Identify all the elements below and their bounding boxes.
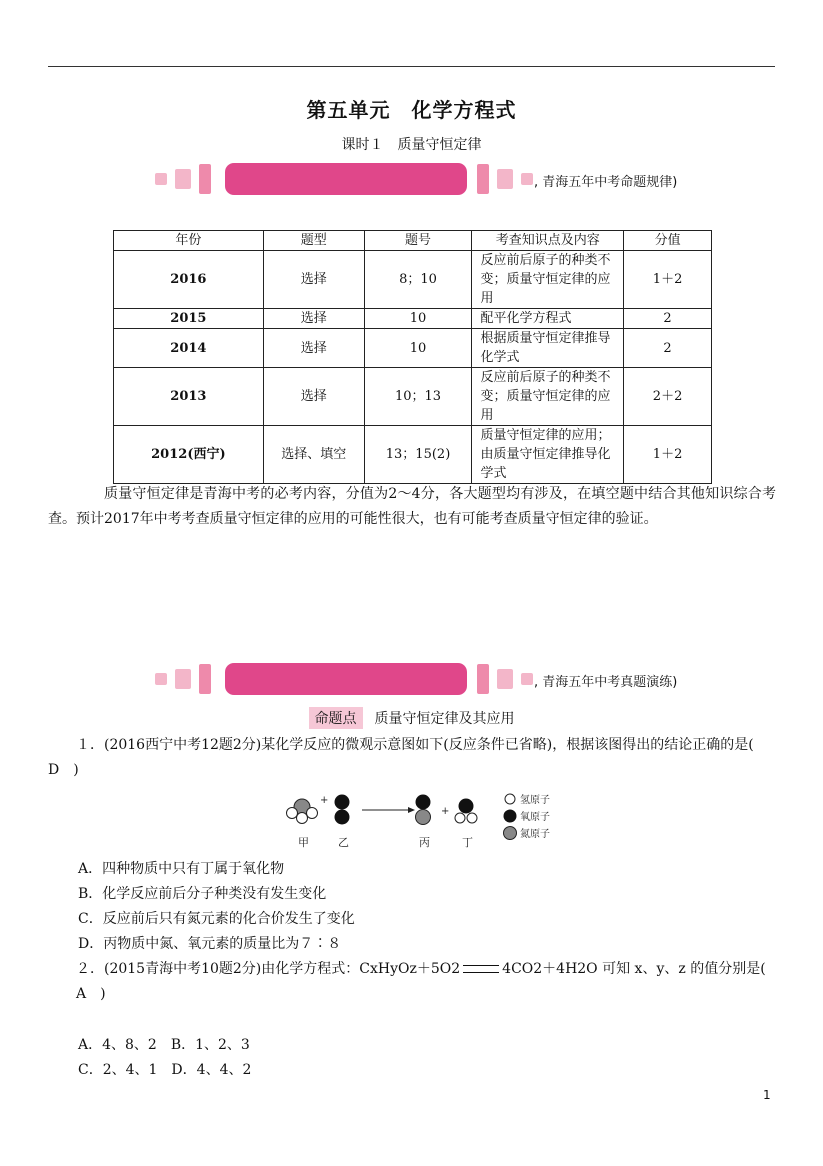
type-cell: 选择	[263, 309, 364, 329]
label-ding: 丁	[462, 836, 473, 849]
banner-decoration	[155, 673, 167, 685]
reaction-diagram	[278, 790, 578, 850]
legend	[504, 793, 551, 840]
type-cell: 选择	[263, 251, 364, 309]
page-number: 1	[763, 1088, 771, 1102]
unit-title: 第五单元 化学方程式	[306, 98, 517, 122]
knowledge-cell: 质量守恒定律的应用；由质量守恒定律推导化学式	[472, 426, 624, 484]
banner-decoration	[497, 169, 513, 189]
question-1-option-d: D．丙物质中氮、氧元素的质量比为７∶８	[78, 936, 342, 952]
score-cell: 2	[624, 329, 712, 368]
legend-hydrogen-label: 氢原子	[520, 795, 550, 806]
question-2-stem	[76, 957, 780, 1007]
hydrogen-atom	[467, 813, 477, 823]
table-header: 分值	[624, 231, 712, 251]
year-cell: 2015	[114, 309, 264, 329]
table-row	[114, 368, 712, 426]
nitrogen-atom	[416, 810, 431, 825]
equation-equals-sign	[463, 965, 499, 973]
question-2-options-row-2: C．2、4、1 D．4、4、2	[78, 1062, 252, 1078]
question-1-option-a: A．四种物质中只有丁属于氧化物	[78, 861, 285, 877]
banner-decoration	[521, 173, 533, 185]
number-cell: 10	[364, 329, 472, 368]
knowledge-cell: 配平化学方程式	[472, 309, 624, 329]
number-cell: 8；10	[364, 251, 472, 309]
question-1-stem: １．(2016西宁中考12题2分)某化学反应的微观示意图如下(反应条件已省略)，根据该图得出的结论正确的是( D )	[48, 737, 768, 778]
number-cell: 10；13	[364, 368, 472, 426]
hydrogen-atom	[455, 813, 465, 823]
label-jia: 甲	[298, 836, 309, 849]
exam-history-table	[113, 230, 712, 484]
arrow-head-icon	[408, 807, 415, 813]
table-header: 考查知识点及内容	[472, 231, 624, 251]
legend-oxygen-swatch	[504, 810, 517, 823]
question-2-stem-part: 4CO2＋4H2O 可知 x、y、z 的值分别是( A )	[76, 961, 780, 1002]
year-cell: 2016	[114, 251, 264, 309]
molecule-bing	[416, 795, 431, 825]
type-cell: 选择、填空	[263, 426, 364, 484]
banner-caption: , 青海五年中考命题规律)	[534, 175, 678, 190]
banner-decoration	[175, 669, 191, 689]
score-cell: 1＋2	[624, 426, 712, 484]
section-banner-2	[155, 662, 715, 696]
header-rule	[48, 66, 775, 67]
question-1-option-b: B．化学反应前后分子种类没有发生变化	[78, 886, 327, 902]
banner-decoration	[175, 169, 191, 189]
score-cell: 2＋2	[624, 368, 712, 426]
type-cell: 选择	[263, 368, 364, 426]
table-header-row	[114, 231, 712, 251]
oxygen-atom	[335, 795, 350, 810]
lesson-subtitle: 课时１ 质量守恒定律	[341, 137, 482, 153]
table-row	[114, 309, 712, 329]
legend-oxygen-label: 氧原子	[520, 812, 550, 823]
oxygen-atom	[335, 810, 350, 825]
banner-decoration	[199, 664, 211, 694]
oxygen-atom	[459, 799, 474, 814]
table-header: 年份	[114, 231, 264, 251]
year-cell: 2012(西宁)	[114, 426, 264, 484]
knowledge-cell: 根据质量守恒定律推导化学式	[472, 329, 624, 368]
type-cell: 选择	[263, 329, 364, 368]
banner-decoration	[477, 164, 489, 194]
legend-nitrogen-swatch	[504, 827, 517, 840]
legend-hydrogen-swatch	[505, 794, 515, 804]
banner-decoration	[477, 664, 489, 694]
plus-sign: +	[320, 795, 329, 806]
banner-decoration	[497, 669, 513, 689]
label-bing: 丙	[419, 836, 430, 849]
banner-decoration	[521, 673, 533, 685]
table-header: 题号	[364, 231, 472, 251]
legend-nitrogen-label: 氮原子	[520, 829, 550, 840]
analysis-paragraph: 质量守恒定律是青海中考的必考内容，分值为2～4分，各大题型均有涉及，在填空题中结合其他知识综合考查。预计2017年中考考查质量守恒定律的应用的可能性很大，也有可能考查质量守恒定律的验证。	[48, 486, 776, 527]
table-row	[114, 329, 712, 368]
hydrogen-atom	[307, 808, 318, 819]
score-cell: 1＋2	[624, 251, 712, 309]
question-2-options-row-1: A．4、8、2 B．1、2、3	[78, 1037, 250, 1053]
topic-tag: 命题点	[309, 707, 363, 729]
knowledge-cell: 反应前后原子的种类不变；质量守恒定律的应用	[472, 368, 624, 426]
plus-sign: +	[441, 806, 450, 817]
molecule-ding	[455, 799, 477, 824]
question-2-stem-part: ２．(2015青海中考10题2分)由化学方程式：CxHyOz＋5O2	[76, 961, 461, 977]
year-cell: 2013	[114, 368, 264, 426]
banner-pill	[225, 163, 467, 195]
molecule-jia	[287, 799, 318, 824]
year-cell: 2014	[114, 329, 264, 368]
hydrogen-atom	[297, 813, 308, 824]
knowledge-cell: 反应前后原子的种类不变；质量守恒定律的应用	[472, 251, 624, 309]
oxygen-atom	[416, 795, 431, 810]
question-1-option-c: C．反应前后只有氮元素的化合价发生了变化	[78, 911, 355, 927]
topic-row	[0, 707, 823, 729]
table-header: 题型	[263, 231, 364, 251]
number-cell: 10	[364, 309, 472, 329]
label-yi: 乙	[338, 836, 349, 849]
hydrogen-atom	[287, 808, 298, 819]
banner-caption: , 青海五年中考真题演练)	[534, 675, 678, 690]
topic-text: 质量守恒定律及其应用	[374, 711, 515, 727]
number-cell: 13；15(2)	[364, 426, 472, 484]
banner-pill	[225, 663, 467, 695]
molecule-yi	[335, 795, 350, 825]
table-row	[114, 426, 712, 484]
banner-decoration	[155, 173, 167, 185]
banner-decoration	[199, 164, 211, 194]
score-cell: 2	[624, 309, 712, 329]
section-banner-1	[155, 162, 715, 196]
table-row	[114, 251, 712, 309]
